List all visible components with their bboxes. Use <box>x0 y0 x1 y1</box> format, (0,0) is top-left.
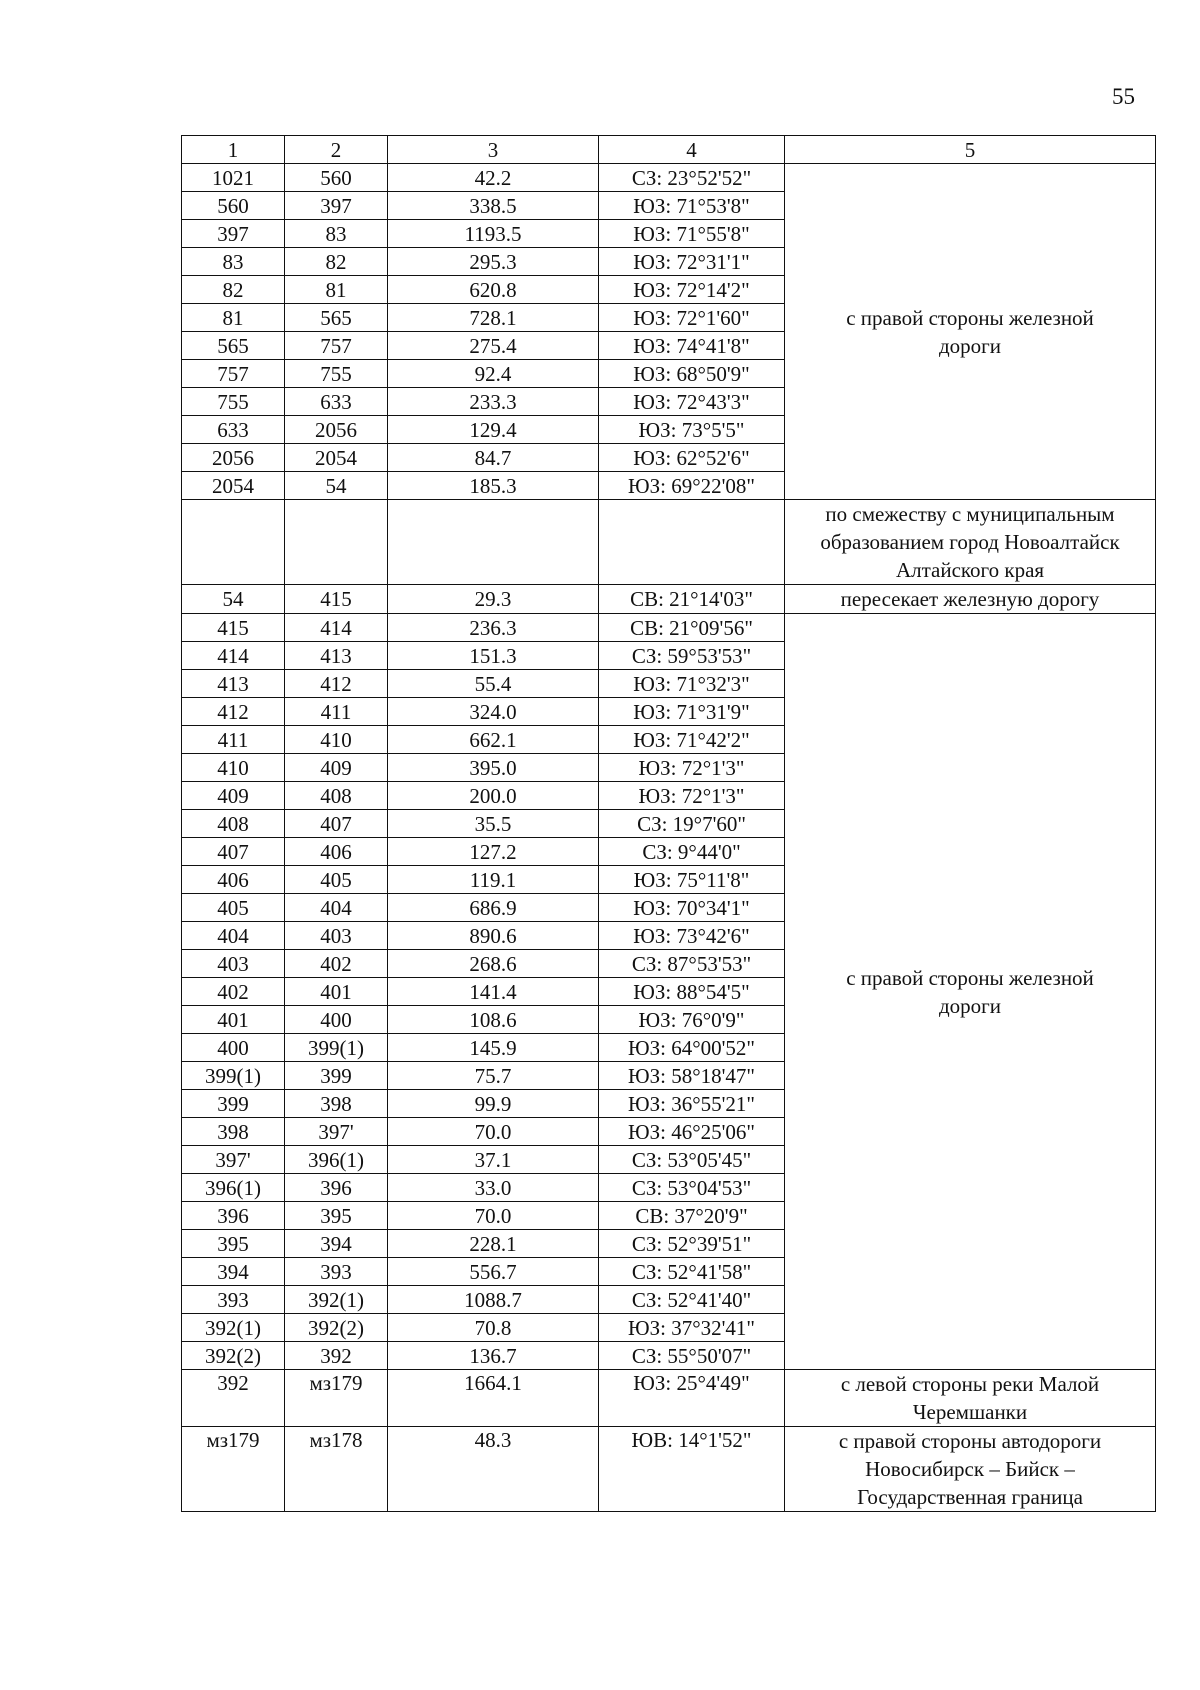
header-cell: 1 <box>182 136 285 164</box>
table-cell: СЗ: 59°53'53" <box>599 642 785 670</box>
table-cell: 400 <box>182 1034 285 1062</box>
table-cell: СЗ: 9°44'0" <box>599 838 785 866</box>
table-cell: 394 <box>182 1258 285 1286</box>
table-cell: 54 <box>182 585 285 614</box>
table-cell: 415 <box>182 614 285 642</box>
table-cell: 1021 <box>182 164 285 192</box>
table-cell: 70.8 <box>388 1314 599 1342</box>
table-cell: 395 <box>182 1230 285 1258</box>
table-cell: 82 <box>182 276 285 304</box>
table-cell: 42.2 <box>388 164 599 192</box>
table-cell: 398 <box>285 1090 388 1118</box>
table-cell: СЗ: 53°04'53" <box>599 1174 785 1202</box>
table-cell: 413 <box>285 642 388 670</box>
table-cell: 54 <box>285 472 388 500</box>
table-cell: 406 <box>285 838 388 866</box>
table-cell: 565 <box>182 332 285 360</box>
table-cell: 129.4 <box>388 416 599 444</box>
table-cell: ЮЗ: 68°50'9" <box>599 360 785 388</box>
table-cell: мз179 <box>182 1427 285 1512</box>
table-cell: 99.9 <box>388 1090 599 1118</box>
table-cell: 119.1 <box>388 866 599 894</box>
table-cell: 393 <box>285 1258 388 1286</box>
table-cell: 556.7 <box>388 1258 599 1286</box>
table-cell: 393 <box>182 1286 285 1314</box>
table-cell: 92.4 <box>388 360 599 388</box>
table-cell: 29.3 <box>388 585 599 614</box>
table-cell: 151.3 <box>388 642 599 670</box>
table-cell: 399(1) <box>285 1034 388 1062</box>
table-cell: 401 <box>182 1006 285 1034</box>
table-cell: 70.0 <box>388 1202 599 1230</box>
table-cell: 662.1 <box>388 726 599 754</box>
table-cell: 1088.7 <box>388 1286 599 1314</box>
note-cell: по смежеству с муниципальным образованием город Новоалтайск Алтайского края <box>785 500 1156 585</box>
table-cell: ЮЗ: 74°41'8" <box>599 332 785 360</box>
table-cell <box>388 500 599 585</box>
table-cell: 399 <box>182 1090 285 1118</box>
table-cell: 397' <box>285 1118 388 1146</box>
table-cell: 408 <box>182 810 285 838</box>
table-cell: ЮЗ: 46°25'06" <box>599 1118 785 1146</box>
table-cell: 396(1) <box>182 1174 285 1202</box>
table-cell: мз178 <box>285 1427 388 1512</box>
table-cell: СЗ: 87°53'53" <box>599 950 785 978</box>
table-cell: 633 <box>285 388 388 416</box>
table-cell: 411 <box>285 698 388 726</box>
table-cell: СЗ: 23°52'52" <box>599 164 785 192</box>
note-cell: пересекает железную дорогу <box>785 585 1156 614</box>
table-cell: ЮЗ: 64°00'52" <box>599 1034 785 1062</box>
table-cell: ЮЗ: 62°52'6" <box>599 444 785 472</box>
table-cell: 399 <box>285 1062 388 1090</box>
table-cell: 402 <box>285 950 388 978</box>
table-cell: 397 <box>182 220 285 248</box>
table-cell: 37.1 <box>388 1146 599 1174</box>
table-cell: 412 <box>285 670 388 698</box>
table-cell: 560 <box>285 164 388 192</box>
table-cell: 403 <box>182 950 285 978</box>
table-cell <box>182 500 285 585</box>
table-cell: 565 <box>285 304 388 332</box>
table-cell: 402 <box>182 978 285 1006</box>
table-cell: 397' <box>182 1146 285 1174</box>
table-cell: 415 <box>285 585 388 614</box>
table-cell: 48.3 <box>388 1427 599 1512</box>
header-cell: 4 <box>599 136 785 164</box>
table-cell: 2056 <box>182 444 285 472</box>
table-cell: 405 <box>285 866 388 894</box>
table-cell: 890.6 <box>388 922 599 950</box>
table-cell: 396 <box>285 1174 388 1202</box>
table-cell: 403 <box>285 922 388 950</box>
table-cell: 397 <box>285 192 388 220</box>
table-cell: 620.8 <box>388 276 599 304</box>
table-cell: ЮЗ: 72°31'1" <box>599 248 785 276</box>
table-cell: 395 <box>285 1202 388 1230</box>
table-cell: ЮЗ: 72°1'3" <box>599 754 785 782</box>
table-cell: 409 <box>182 782 285 810</box>
table-cell: 2054 <box>285 444 388 472</box>
table-cell: ЮЗ: 72°1'3" <box>599 782 785 810</box>
table-cell: СЗ: 52°41'40" <box>599 1286 785 1314</box>
note-cell: с правой стороны железной дороги <box>785 614 1156 1370</box>
table-cell: 1193.5 <box>388 220 599 248</box>
table-cell: 755 <box>285 360 388 388</box>
table-cell: 392(1) <box>285 1286 388 1314</box>
header-cell: 5 <box>785 136 1156 164</box>
table-cell: 145.9 <box>388 1034 599 1062</box>
table-cell: 35.5 <box>388 810 599 838</box>
table-cell: 410 <box>182 754 285 782</box>
table-cell: 408 <box>285 782 388 810</box>
table-cell: 404 <box>182 922 285 950</box>
table-row <box>182 614 1156 642</box>
table-cell: СЗ: 53°05'45" <box>599 1146 785 1174</box>
table-cell: 392 <box>285 1342 388 1370</box>
boundary-table <box>181 135 1156 1512</box>
table-cell: 414 <box>182 642 285 670</box>
table-row <box>182 1427 1156 1512</box>
table-cell: 392(1) <box>182 1314 285 1342</box>
table-header-row <box>182 136 1156 164</box>
table-cell: СЗ: 55°50'07" <box>599 1342 785 1370</box>
table-cell: 406 <box>182 866 285 894</box>
table-cell: 33.0 <box>388 1174 599 1202</box>
table-cell: 136.7 <box>388 1342 599 1370</box>
table-cell: ЮЗ: 71°55'8" <box>599 220 785 248</box>
table-cell: ЮЗ: 73°42'6" <box>599 922 785 950</box>
table-cell: ЮЗ: 72°1'60" <box>599 304 785 332</box>
table-cell: 81 <box>182 304 285 332</box>
table-cell: СЗ: 52°39'51" <box>599 1230 785 1258</box>
table-cell: 324.0 <box>388 698 599 726</box>
table-cell: ЮЗ: 75°11'8" <box>599 866 785 894</box>
table-cell: 236.3 <box>388 614 599 642</box>
table-cell: 411 <box>182 726 285 754</box>
table-cell: ЮЗ: 58°18'47" <box>599 1062 785 1090</box>
header-cell: 3 <box>388 136 599 164</box>
table-row <box>182 500 1156 585</box>
table-cell: 407 <box>182 838 285 866</box>
table-cell: 108.6 <box>388 1006 599 1034</box>
table-cell: ЮЗ: 71°53'8" <box>599 192 785 220</box>
table-cell: 412 <box>182 698 285 726</box>
table-cell: 392(2) <box>285 1314 388 1342</box>
table-cell: 399(1) <box>182 1062 285 1090</box>
table-cell: 70.0 <box>388 1118 599 1146</box>
table-cell: 228.1 <box>388 1230 599 1258</box>
table-cell: 200.0 <box>388 782 599 810</box>
table-cell: 400 <box>285 1006 388 1034</box>
table-cell: ЮЗ: 71°31'9" <box>599 698 785 726</box>
table-cell: ЮЗ: 73°5'5" <box>599 416 785 444</box>
table-cell: ЮЗ: 71°42'2" <box>599 726 785 754</box>
table-cell: 401 <box>285 978 388 1006</box>
table-cell: СЗ: 19°7'60" <box>599 810 785 838</box>
note-cell: с левой стороны реки Малой Черемшанки <box>785 1370 1156 1427</box>
table-cell: 398 <box>182 1118 285 1146</box>
table-cell: 633 <box>182 416 285 444</box>
table-cell: 394 <box>285 1230 388 1258</box>
table-cell: 396(1) <box>285 1146 388 1174</box>
table-cell: СВ: 37°20'9" <box>599 1202 785 1230</box>
table-cell: 81 <box>285 276 388 304</box>
table-cell: 757 <box>285 332 388 360</box>
table-cell: 2056 <box>285 416 388 444</box>
table-cell: 392 <box>182 1370 285 1427</box>
table-cell: ЮЗ: 69°22'08" <box>599 472 785 500</box>
table-cell: ЮЗ: 72°43'3" <box>599 388 785 416</box>
table-row <box>182 1370 1156 1427</box>
page-number: 55 <box>1112 84 1135 109</box>
table-cell: 275.4 <box>388 332 599 360</box>
table-cell: 404 <box>285 894 388 922</box>
table-cell: мз179 <box>285 1370 388 1427</box>
table-cell: 392(2) <box>182 1342 285 1370</box>
table-cell: 185.3 <box>388 472 599 500</box>
table-cell: ЮЗ: 71°32'3" <box>599 670 785 698</box>
note-cell: с правой стороны автодороги Новосибирск – Бийск – Государственная граница <box>785 1427 1156 1512</box>
note-cell: с правой стороны железной дороги <box>785 164 1156 500</box>
table-row <box>182 164 1156 192</box>
table-cell: ЮЗ: 70°34'1" <box>599 894 785 922</box>
table-cell: 414 <box>285 614 388 642</box>
table-cell: 755 <box>182 388 285 416</box>
table-cell: 127.2 <box>388 838 599 866</box>
table-cell: 83 <box>182 248 285 276</box>
table-cell: СВ: 21°09'56" <box>599 614 785 642</box>
table-cell: 407 <box>285 810 388 838</box>
table-cell: 55.4 <box>388 670 599 698</box>
table-cell <box>285 500 388 585</box>
table-cell: 395.0 <box>388 754 599 782</box>
table-cell: ЮЗ: 88°54'5" <box>599 978 785 1006</box>
table-cell: 396 <box>182 1202 285 1230</box>
table-cell: СВ: 21°14'03" <box>599 585 785 614</box>
table-cell: 2054 <box>182 472 285 500</box>
table-cell: ЮЗ: 25°4'49" <box>599 1370 785 1427</box>
table-cell: 728.1 <box>388 304 599 332</box>
table-cell: 409 <box>285 754 388 782</box>
table-cell: 233.3 <box>388 388 599 416</box>
table-cell: 757 <box>182 360 285 388</box>
table-cell: ЮВ: 14°1'52" <box>599 1427 785 1512</box>
table-cell: 75.7 <box>388 1062 599 1090</box>
table-cell: ЮЗ: 72°14'2" <box>599 276 785 304</box>
table-cell: 295.3 <box>388 248 599 276</box>
table-cell: СЗ: 52°41'58" <box>599 1258 785 1286</box>
table-cell: ЮЗ: 37°32'41" <box>599 1314 785 1342</box>
table-cell: ЮЗ: 36°55'21" <box>599 1090 785 1118</box>
table-cell: 410 <box>285 726 388 754</box>
table-row <box>182 585 1156 614</box>
table-cell: 82 <box>285 248 388 276</box>
table-cell: 560 <box>182 192 285 220</box>
table-cell: 405 <box>182 894 285 922</box>
table-cell: 83 <box>285 220 388 248</box>
table-cell: 686.9 <box>388 894 599 922</box>
table-cell: 268.6 <box>388 950 599 978</box>
table-cell: 413 <box>182 670 285 698</box>
table-cell <box>599 500 785 585</box>
table-cell: 338.5 <box>388 192 599 220</box>
table-cell: 1664.1 <box>388 1370 599 1427</box>
table-cell: 84.7 <box>388 444 599 472</box>
table-cell: 141.4 <box>388 978 599 1006</box>
header-cell: 2 <box>285 136 388 164</box>
table-cell: ЮЗ: 76°0'9" <box>599 1006 785 1034</box>
